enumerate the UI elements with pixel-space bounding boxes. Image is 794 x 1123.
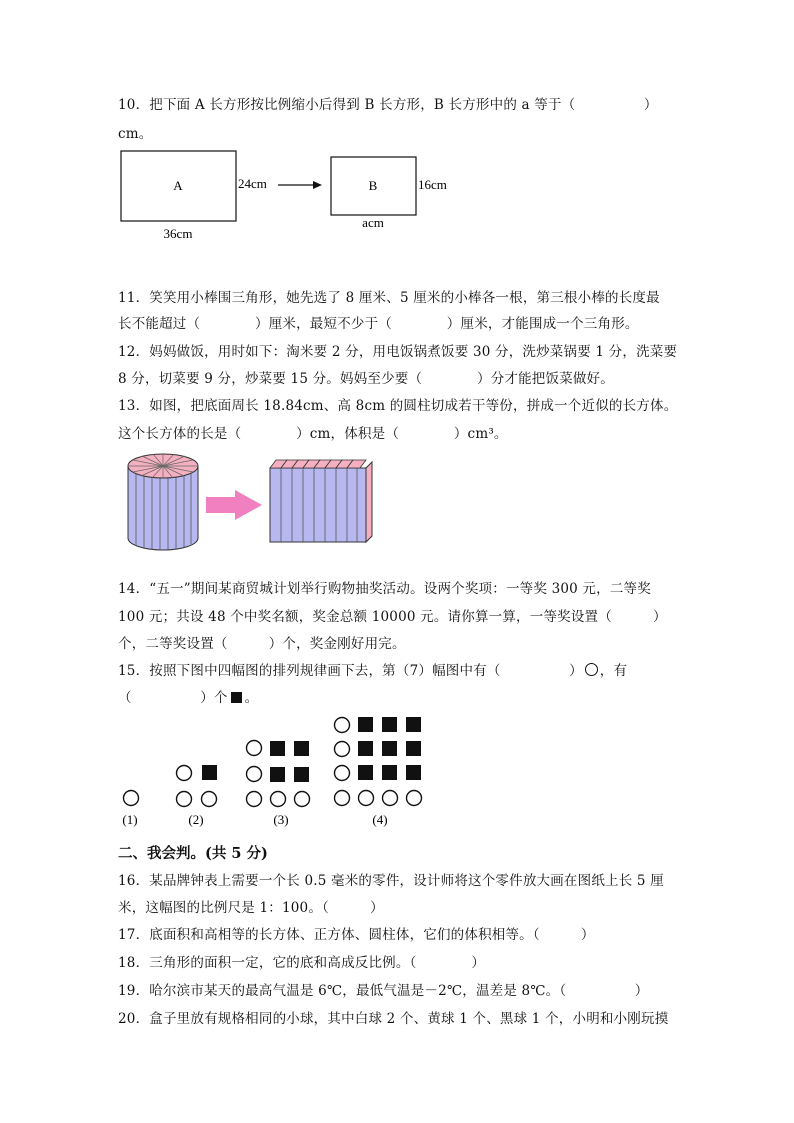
q14-line2: 100 元；共设 48 个中奖名额，奖金总额 10000 元。请你算一算，一等奖设置（ ）	[118, 609, 667, 625]
fig-label-4: (4)	[372, 812, 388, 827]
q15-line1-tail: ，有	[599, 663, 628, 679]
rect-a-label: A	[173, 178, 183, 193]
fig-label-3: (3)	[273, 812, 289, 827]
q14-line1: 14．“五一”期间某商贸城计划举行购物抽奖活动。设两个奖项：一等奖 300 元，二等奖	[118, 581, 651, 597]
rect-a-height: 24cm	[238, 176, 267, 191]
q13-line1: 13．如图，把底面周长 18.84cm、高 8cm 的圆柱切成若干等份，拼成一个近似的长方体。	[118, 398, 678, 414]
rect-b-label: B	[368, 178, 378, 193]
fig-label-2: (2)	[188, 812, 204, 827]
scale-arrow-head	[313, 181, 322, 189]
rect-a-width: 36cm	[163, 226, 193, 241]
section-title: 二、我会判。(共 5 分)	[118, 845, 268, 862]
q15-line1	[118, 662, 627, 680]
arrow-right-icon	[206, 490, 262, 520]
q13-line2: 这个长方体的长是（ ）cm，体积是（ ）cm³。	[118, 426, 508, 442]
q14-line3: 个，二等奖设置（ ）个，奖金刚好用完。	[118, 636, 406, 652]
q15-line2-text: （ ）个	[118, 690, 228, 706]
q12-line2: 8 分，切菜要 9 分，炒菜要 15 分。妈妈至少要（ ）分才能把饭菜做好。	[118, 371, 615, 387]
q10-figure	[110, 145, 470, 245]
q19-line1: 19．哈尔滨市某天的最高气温是 6℃，最低气温是－2℃，温差是 8℃。（ ）	[118, 983, 649, 999]
q15-pattern-figure	[110, 710, 440, 835]
q15-line2	[118, 689, 258, 707]
q20-line1: 20．盒子里放有规格相同的小球，其中白球 2 个、黄球 1 个、黑球 1 个，小明和小刚玩摸	[118, 1011, 669, 1027]
rect-b-height: 16cm	[418, 177, 447, 192]
cylinder-icon	[128, 454, 198, 550]
q16-line1: 16．某品牌钟表上需要一个长 0.5 毫米的零件，设计师将这个零件放大画在图纸上长 5 厘	[118, 873, 664, 889]
square-icon	[231, 692, 242, 703]
fig-label-1: (1)	[122, 812, 138, 827]
q15-line2-tail: 。	[244, 690, 259, 706]
q11-line1: 11．笑笑用小棒围三角形，她先选了 8 厘米、5 厘米的小棒各一根，第三根小棒的长度最	[118, 290, 660, 306]
rect-b-width: acm	[362, 215, 384, 230]
q18-line1: 18．三角形的面积一定，它的底和高成反比例。（ ）	[118, 955, 486, 971]
q10-line1: 10．把下面 A 长方形按比例缩小后得到 B 长方形，B 长方形中的 a 等于（ ）	[118, 97, 658, 113]
q13-figure	[120, 450, 390, 555]
q12-line1: 12．妈妈做饭，用时如下：淘米要 2 分，用电饭锅煮饭要 30 分，洗炒菜锅要 1 分，洗菜要	[118, 344, 678, 360]
q16-line2: 米，这幅图的比例尺是 1：100。（ ）	[118, 900, 384, 916]
q10-line2: cm。	[118, 126, 153, 142]
q17-line1: 17．底面积和高相等的长方体、正方体、圆柱体，它们的体积相等。（ ）	[118, 927, 595, 943]
q15-line1-text: 15．按照下图中四幅图的排列规律画下去，第（7）幅图中有（ ）	[118, 663, 583, 679]
cuboid-icon	[270, 460, 372, 542]
circle-icon	[585, 663, 598, 676]
q11-line2: 长不能超过（ ）厘米，最短不少于（ ）厘米，才能围成一个三角形。	[118, 316, 639, 332]
